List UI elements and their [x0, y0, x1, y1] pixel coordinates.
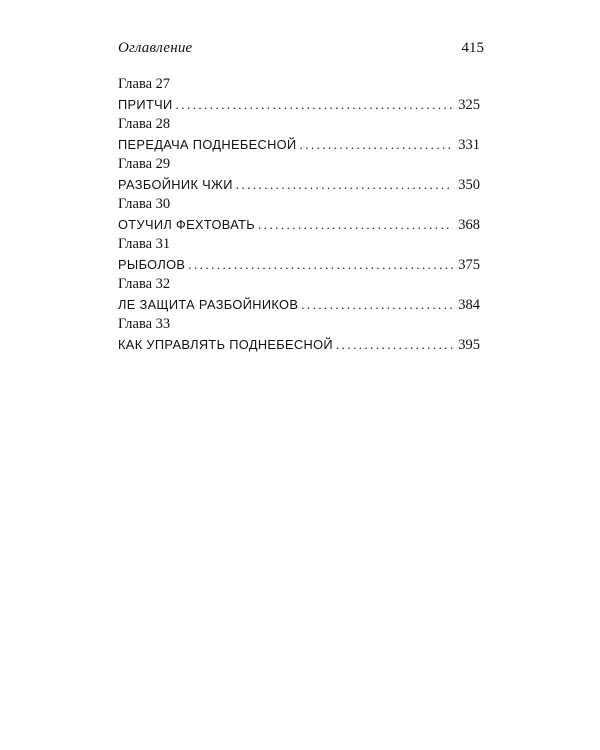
- dot-leader: [258, 214, 453, 235]
- toc-entry-29[interactable]: [118, 155, 480, 195]
- chapter-page-number: 350: [458, 177, 480, 193]
- chapter-label: Глава 30: [118, 196, 171, 212]
- chapter-page-number: 395: [458, 337, 480, 353]
- dot-leader: [301, 294, 453, 315]
- toc-entry-30[interactable]: [118, 195, 480, 235]
- toc-entry-32[interactable]: [118, 275, 480, 315]
- entry-line: [118, 174, 480, 195]
- chapter-title: ПЕРЕДАЧА ПОДНЕБЕСНОЙ: [118, 137, 297, 152]
- running-head: [118, 40, 484, 62]
- table-of-contents: [118, 75, 480, 355]
- toc-entry-28[interactable]: [118, 115, 480, 155]
- chapter-title: РЫБОЛОВ: [118, 257, 186, 272]
- dot-leader: [176, 94, 453, 115]
- entry-line: [118, 294, 480, 315]
- chapter-label: Глава 31: [118, 236, 171, 252]
- entry-line: [118, 254, 480, 275]
- dot-leader: [336, 334, 453, 355]
- toc-entry-27[interactable]: [118, 75, 480, 115]
- chapter-title: ЛЕ ЗАЩИТА РАЗБОЙНИКОВ: [118, 297, 299, 312]
- page-number: 415: [461, 40, 484, 56]
- chapter-page-number: 368: [458, 217, 480, 233]
- chapter-page-number: 375: [458, 257, 480, 273]
- running-title: Оглавление: [118, 40, 193, 56]
- chapter-label: Глава 32: [118, 276, 171, 292]
- dot-leader: [188, 254, 453, 275]
- dot-leader: [300, 134, 453, 155]
- chapter-label: Глава 28: [118, 116, 171, 132]
- entry-line: [118, 134, 480, 155]
- chapter-page-number: 325: [458, 97, 480, 113]
- chapter-title: КАК УПРАВЛЯТЬ ПОДНЕБЕСНОЙ: [118, 337, 333, 352]
- chapter-label: Глава 27: [118, 76, 171, 92]
- chapter-page-number: 331: [458, 137, 480, 153]
- entry-line: [118, 214, 480, 235]
- chapter-title: ОТУЧИЛ ФЕХТОВАТЬ: [118, 217, 256, 232]
- toc-entry-33[interactable]: [118, 315, 480, 355]
- chapter-title: РАЗБОЙНИК ЧЖИ: [118, 177, 233, 192]
- chapter-page-number: 384: [458, 297, 480, 313]
- entry-line: [118, 334, 480, 355]
- dot-leader: [236, 174, 453, 195]
- chapter-title: ПРИТЧИ: [118, 97, 173, 112]
- chapter-label: Глава 33: [118, 316, 171, 332]
- chapter-label: Глава 29: [118, 156, 171, 172]
- toc-entry-31[interactable]: [118, 235, 480, 275]
- entry-line: [118, 94, 480, 115]
